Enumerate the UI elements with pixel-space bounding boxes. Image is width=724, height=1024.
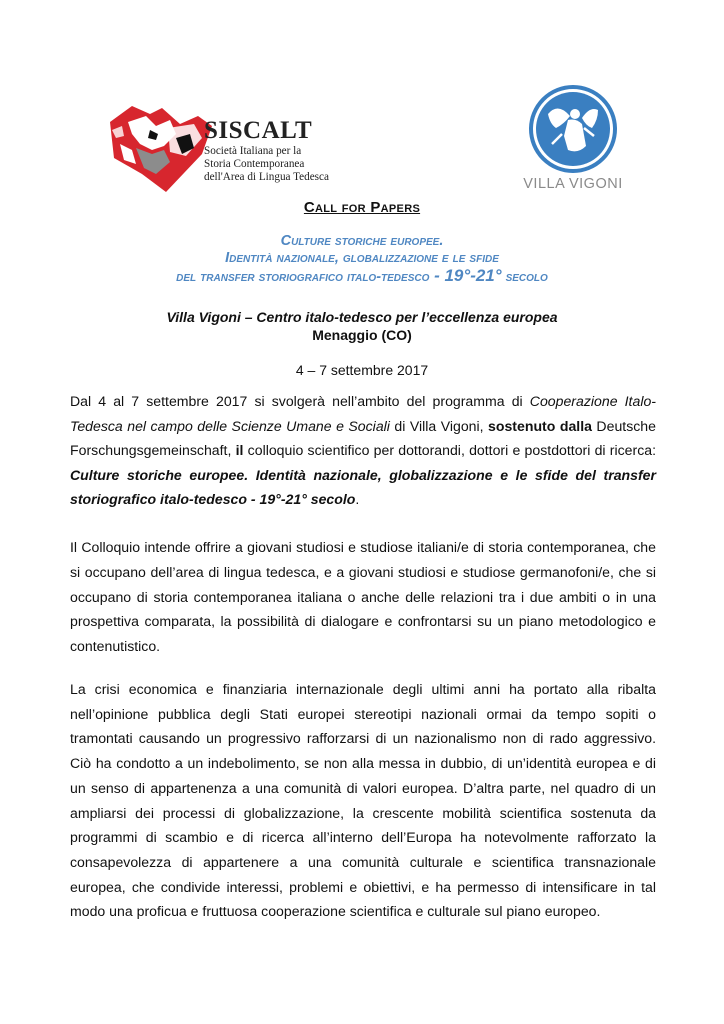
p1-text: di Villa Vigoni, xyxy=(389,417,489,434)
title-century-word: secolo xyxy=(501,269,548,285)
siscalt-subtitle-line: dell'Area di Lingua Tedesca xyxy=(204,171,329,183)
title-line-1: Culture storiche europee. xyxy=(280,233,444,249)
siscalt-emblem-icon xyxy=(106,104,216,194)
title-line-3 xyxy=(70,267,654,286)
paragraph-3-text: La crisi economica e finanziaria internazionale degli ultimi anni ha portato alla ribalta nell’opinione pubblica degli Stati europei stereotipi nazionali ormai da tempo sopiti o tramontati causando un progressivo rafforzarsi di un nazionalismo non di rado aggressivo. Ciò ha condotto a un indebolimento, se non alla messa in dubbio, di un’identità europea e di un senso di appartenenza a una comunità di valori europea. D’altra parte, nel quadro di un ampliarsi dei processi di globalizzazione, la crescente mobilità scientifica sostenuta da programmi di scambio e di ricerca all’interno dell’Europa ha notevolmente rafforzato la consapevolezza di appartenere a una comunità culturale e scientifica transnazionale europea, che condivide interessi, problemi e obiettivi, e ha permesso di intensificare in tal modo una proficua e fruttuosa cooperazione scientifica e culturale sul piano europeo. xyxy=(70,681,656,920)
title-century-range: - 19°-21° xyxy=(429,266,502,285)
paragraph-2-text: Il Colloquio intende offrire a giovani studiosi e studiose italiani/e di storia contemporanea, che si occupano dell’area di lingua tedesca, e a giovani studiosi e studiose germanofoni/e, che si occupano di storia contemporanea italiana o anche delle relazioni tra i due ambiti o in una prospettiva comparata, la possibilità di dialogare e confrontarsi su un piano metodologico e contenutistico. xyxy=(70,539,656,655)
title-line-3-text: del transfer storiografico italo-tedesco xyxy=(176,269,430,285)
title-line-2: Identità nazionale, globalizzazione e le sfide xyxy=(225,250,499,266)
call-for-papers-heading: Call for Papers xyxy=(303,199,421,216)
venue-location: Menaggio (CO) xyxy=(312,327,412,343)
angel-emblem-icon xyxy=(528,84,618,174)
p1-emphasis: sostenuto dalla xyxy=(488,417,592,434)
p1-text: Deutsche Forschungsgemeinschaft, xyxy=(70,417,656,459)
villa-vigoni-name: VILLA VIGONI xyxy=(523,176,623,192)
siscalt-subtitle-line: Storia Contemporanea xyxy=(204,158,305,170)
paragraph-1 xyxy=(70,389,656,512)
venue-line: Villa Vigoni – Centro italo-tedesco per l’eccellenza europea xyxy=(166,309,558,325)
p1-text: . xyxy=(355,491,360,508)
villa-vigoni-logo xyxy=(517,84,629,199)
p1-emphasis: il xyxy=(235,442,244,459)
p1-text: colloquio scientifico per dottorandi, dottori e postdottori di ricerca: xyxy=(243,442,656,459)
event-dates: 4 – 7 settembre 2017 xyxy=(295,362,429,378)
siscalt-name: SISCALT xyxy=(204,117,313,144)
p1-colloquium-title: Culture storiche europee. Identità nazionale, globalizzazione e le sfide del transfer storiografico italo-tedesco - 19°-21° secolo xyxy=(70,466,656,508)
siscalt-wordmark xyxy=(204,118,339,183)
paragraph-3 xyxy=(70,677,656,924)
paragraph-2 xyxy=(70,535,656,659)
p1-text: Dal 4 al 7 settembre 2017 si svolgerà nell’ambito del programma di xyxy=(70,393,530,409)
siscalt-logo xyxy=(106,104,336,194)
p1-programme-name: Cooperazione Italo-Tedesca nel campo delle Scienze Umane e Sociali xyxy=(70,393,656,434)
siscalt-subtitle-line: Società Italiana per la xyxy=(204,145,302,157)
